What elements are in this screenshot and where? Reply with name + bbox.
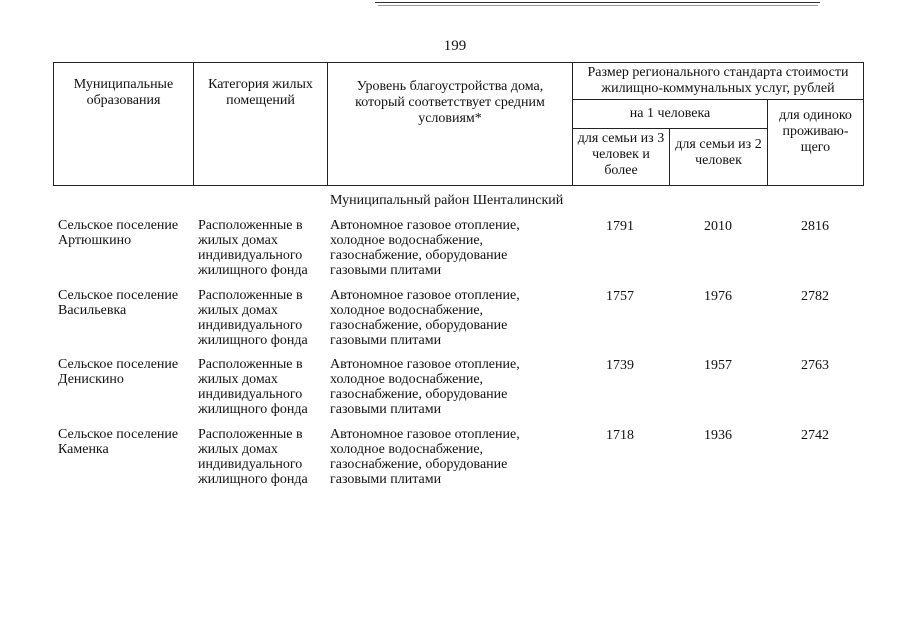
row-municipality: Сельское поселение Васильевка <box>58 288 179 318</box>
row-category: Расположенные в жилых домах индивидуального жилищного фонда <box>198 427 308 487</box>
row-improvement: Автономное газовое отопление, холодное водоснабжение, газоснабжение, оборудование газовыми плитами <box>330 218 520 278</box>
row-value-family2: 1957 <box>704 358 732 373</box>
header-improvement: Уровень благоустройства дома, который соответствует средним условиям* <box>328 63 573 186</box>
row-category: Расположенные в жилых домах индивидуального жилищного фонда <box>198 288 308 348</box>
row-value-family3: 1718 <box>606 428 634 443</box>
row-category: Расположенные в жилых домах индивидуального жилищного фонда <box>198 218 308 278</box>
row-value-family3: 1739 <box>606 358 634 373</box>
header-category: Категория жилых помещений <box>194 63 328 186</box>
row-value-single: 2782 <box>801 289 829 304</box>
top-rule-shadow <box>378 5 818 6</box>
row-municipality: Сельское поселение Каменка <box>58 427 179 457</box>
district-title: Муниципальный район Шенталинский <box>330 193 564 208</box>
row-value-family2: 2010 <box>704 219 732 234</box>
row-value-single: 2763 <box>801 358 829 373</box>
top-rule <box>375 2 820 3</box>
row-value-family3: 1757 <box>606 289 634 304</box>
header-municipality: Муниципальные образования <box>54 63 194 186</box>
row-value-single: 2742 <box>801 428 829 443</box>
table-header <box>53 62 864 186</box>
row-municipality: Сельское поселение Артюшкино <box>58 218 179 248</box>
header-per-person: на 1 человека <box>573 100 768 129</box>
header-family2: для семьи из 2 человек <box>670 129 768 186</box>
row-value-family2: 1936 <box>704 428 732 443</box>
row-value-family3: 1791 <box>606 219 634 234</box>
header-single: для одиноко проживаю-щего <box>768 100 864 186</box>
row-improvement: Автономное газовое отопление, холодное водоснабжение, газоснабжение, оборудование газовыми плитами <box>330 288 520 348</box>
row-improvement: Автономное газовое отопление, холодное водоснабжение, газоснабжение, оборудование газовыми плитами <box>330 357 520 417</box>
header-standard: Размер регионального стандарта стоимости жилищно-коммунальных услуг, рублей <box>573 63 864 100</box>
row-improvement: Автономное газовое отопление, холодное водоснабжение, газоснабжение, оборудование газовыми плитами <box>330 427 520 487</box>
page-number: 199 <box>443 38 467 54</box>
row-municipality: Сельское поселение Денискино <box>58 357 179 387</box>
header-family3: для семьи из 3 человек и более <box>573 129 670 186</box>
row-category: Расположенные в жилых домах индивидуального жилищного фонда <box>198 357 308 417</box>
row-value-family2: 1976 <box>704 289 732 304</box>
row-value-single: 2816 <box>801 219 829 234</box>
